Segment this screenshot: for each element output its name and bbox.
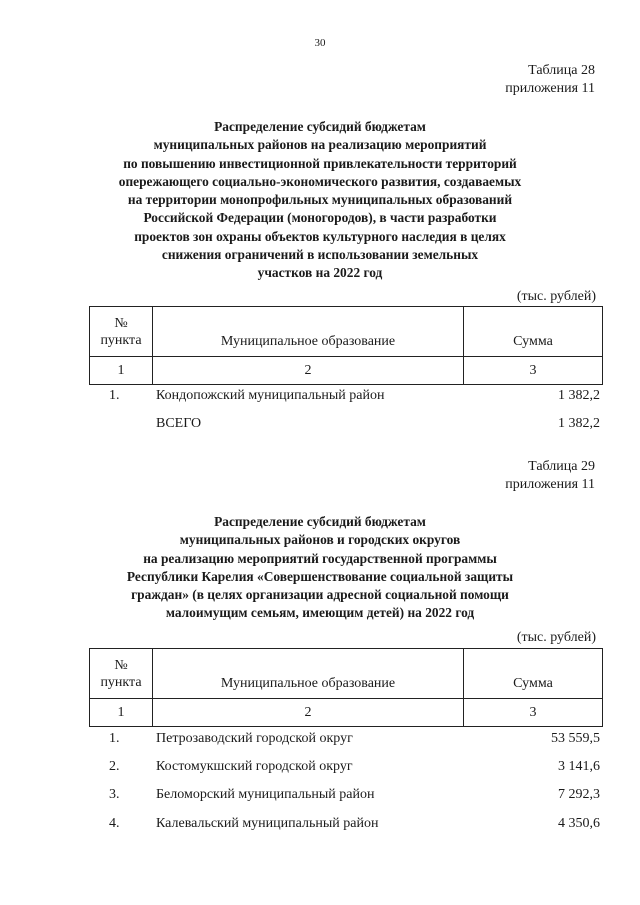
column-number: 2	[153, 357, 464, 385]
title-line: муниципальных районов и городских округов	[179, 532, 461, 548]
column-number-row	[90, 699, 603, 727]
row-number: 3.	[109, 787, 120, 802]
column-number: 1	[90, 357, 153, 385]
title-line: муниципальных районов на реализацию мероприятий	[153, 137, 487, 153]
header-row	[90, 649, 603, 699]
title-line: участков на 2022 год	[257, 265, 383, 281]
row-name: Кондопожский муниципальный район	[156, 388, 385, 403]
table-28-label	[505, 62, 595, 98]
table-row	[89, 787, 600, 805]
title-line: малоимущим семьям, имеющим детей) на 2022 год	[165, 605, 475, 621]
title-line: на реализацию мероприятий государственной программы	[143, 550, 497, 566]
title-line: проектов зон охраны объектов культурного наследия в целях	[134, 228, 506, 244]
header-num-symbol: №	[114, 657, 128, 673]
column-number: 3	[464, 699, 603, 727]
table-29-label	[505, 458, 595, 494]
units-label: (тыс. рублей)	[516, 289, 596, 304]
title-line: граждан» (в целях организации адресной социальной помощи	[131, 587, 509, 603]
header-num-symbol: №	[114, 315, 128, 331]
header-name-cell: Муниципальное образование	[153, 649, 464, 699]
table-label-line1: Таблица 28	[528, 63, 595, 78]
column-number-row	[90, 357, 603, 385]
column-number: 2	[153, 699, 464, 727]
header-num-cell	[90, 649, 153, 699]
row-value: 3 141,6	[558, 759, 600, 774]
title-line: на территории монопрофильных муниципальных образований	[127, 192, 513, 208]
row-name: Беломорский муниципальный район	[156, 787, 375, 802]
table-28-header	[89, 306, 603, 385]
column-number: 1	[90, 699, 153, 727]
table-label-line2: приложения 11	[505, 81, 595, 96]
title-line: по повышению инвестиционной привлекательности территорий	[123, 155, 517, 171]
row-number: 1.	[109, 731, 120, 746]
row-value: 53 559,5	[551, 731, 600, 746]
header-num-word: пункта	[100, 674, 142, 690]
row-name: Петрозаводский городской округ	[156, 731, 353, 746]
table-29-header	[89, 648, 603, 727]
header-row	[90, 307, 603, 357]
header-num-word: пункта	[100, 332, 142, 348]
units-label: (тыс. рублей)	[516, 630, 596, 645]
header-name-cell: Муниципальное образование	[153, 307, 464, 357]
header-sum-cell: Сумма	[464, 307, 603, 357]
page-number: 30	[314, 37, 326, 49]
row-name: Калевальский муниципальный район	[156, 816, 379, 831]
table-row	[89, 731, 600, 749]
row-value: 4 350,6	[558, 816, 600, 831]
table-row	[89, 759, 600, 777]
row-number: 1.	[109, 388, 120, 403]
total-row	[89, 416, 600, 434]
row-name: Костомукшский городской округ	[156, 759, 353, 774]
table-label-line2: приложения 11	[505, 477, 595, 492]
table-label-line1: Таблица 29	[528, 459, 595, 474]
header-sum-cell: Сумма	[464, 649, 603, 699]
table-28-title	[60, 118, 580, 283]
title-line: Республики Карелия «Совершенствование социальной защиты	[126, 568, 514, 584]
table-29-title	[60, 513, 580, 623]
total-value: 1 382,2	[558, 416, 600, 431]
row-value: 1 382,2	[558, 388, 600, 403]
title-line: Распределение субсидий бюджетам	[214, 514, 426, 529]
title-line: опережающего социально-экономического развития, создаваемых	[118, 173, 522, 189]
header-num-cell	[90, 307, 153, 357]
title-line: Российской Федерации (моногородов), в части разработки	[143, 210, 497, 226]
row-number: 2.	[109, 759, 120, 774]
title-line: снижения ограничений в использовании земельных	[161, 247, 479, 263]
table-row	[89, 816, 600, 834]
column-number: 3	[464, 357, 603, 385]
total-label: ВСЕГО	[156, 416, 202, 431]
row-value: 7 292,3	[558, 787, 600, 802]
row-number: 4.	[109, 816, 120, 831]
title-line: Распределение субсидий бюджетам	[214, 119, 426, 134]
table-row	[89, 388, 600, 406]
